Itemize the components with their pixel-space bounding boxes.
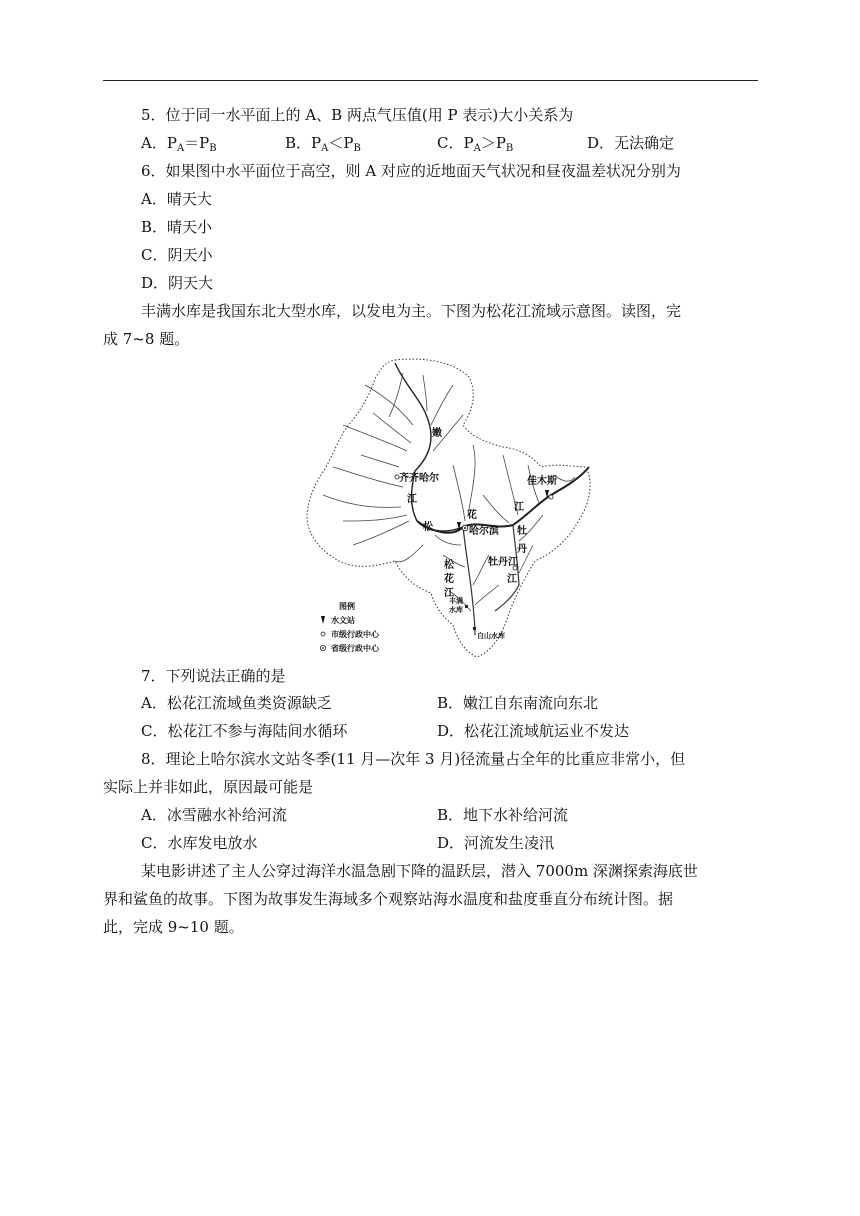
nen-river — [395, 363, 463, 531]
q7-option-a[interactable]: A．松花江流域鱼类资源缺乏 — [141, 694, 332, 712]
q5-option-a[interactable]: A．$P_A=P_B$ — [141, 134, 217, 154]
q8-option-a[interactable]: A．冰雪融水补给河流 — [141, 806, 287, 824]
label-songhuajiang-v-1: 花 — [444, 574, 454, 585]
q5-option-b[interactable]: B．$P_A<P_B$ — [285, 134, 361, 154]
label-dan: 丹 — [517, 544, 527, 555]
q6-option-c[interactable]: C．阴天小 — [141, 246, 213, 264]
q7-stem: 7．下列说法正确的是 — [141, 667, 286, 685]
header-rule — [103, 80, 758, 81]
q7-options-row1 — [141, 692, 761, 714]
label-baishan: 白山水库 — [477, 632, 505, 640]
label-songhuajiang-v-0: 松 — [444, 560, 454, 571]
q7-option-c[interactable]: C．松花江不参与海陆间水循环 — [141, 722, 348, 740]
label-hua: 花 — [467, 510, 477, 521]
q7-option-d[interactable]: D．松花江流域航运业不发达 — [437, 722, 630, 740]
label-mudanjiang: 牡丹江 — [488, 557, 518, 568]
songhua-river-basin-map — [303, 355, 603, 660]
q5-option-d[interactable]: D．无法确定 — [587, 134, 675, 152]
q8-option-d[interactable]: D．河流发生凌汛 — [437, 834, 555, 852]
q6-option-d[interactable]: D．阴天大 — [141, 274, 214, 292]
q7-options-row2 — [141, 720, 761, 742]
q6-option-b[interactable]: B．晴天小 — [141, 218, 213, 236]
fengman-reservoir-marker — [465, 605, 468, 608]
map-legend — [320, 601, 380, 653]
label-jiamusi: 佳木斯 — [527, 476, 557, 487]
baishan-reservoir-marker — [473, 627, 476, 630]
legend-title: 图例 — [339, 602, 355, 611]
q8-options-row2 — [141, 832, 761, 854]
legend-item-hydro-station: 水文站 — [331, 616, 355, 625]
legend-city-icon — [321, 632, 325, 636]
intro-7-8-line1: 丰满水库是我国东北大型水库，以发电为主。下图为松花江流域示意图。读图，完 — [141, 302, 682, 320]
label-fengman-0: 丰满 — [449, 597, 463, 605]
intro-7-8-line2: 成 7~8 题。 — [103, 330, 190, 348]
label-jiang-3: 江 — [507, 574, 517, 585]
label-song: 松 — [423, 522, 433, 533]
q7-option-b[interactable]: B．嫩江自东南流向东北 — [437, 694, 599, 712]
label-qiqihar: 齐齐哈尔 — [399, 473, 439, 484]
q8-options-row1 — [141, 804, 761, 826]
label-songhuajiang-v-2: 江 — [444, 588, 454, 599]
q6-stem: 6．如果图中水平面位于高空，则 A 对应的近地面天气状况和昼夜温差状况分别为 — [141, 162, 681, 180]
jiamusi-marker — [549, 495, 553, 499]
intro-9-10-line3: 此，完成 9~10 题。 — [103, 918, 244, 936]
label-jiang-1: 江 — [407, 494, 417, 505]
intro-9-10-line2: 界和鲨鱼的故事。下图为故事发生海域多个观察站海水温度和盐度垂直分布统计图。据 — [103, 890, 674, 908]
q8-stem-line2: 实际上并非如此，原因最可能是 — [103, 778, 314, 796]
q5-options — [141, 132, 761, 154]
q8-option-b[interactable]: B．地下水补给河流 — [437, 806, 569, 824]
legend-item-city: 市级行政中心 — [331, 630, 379, 639]
label-fengman-1: 水库 — [449, 606, 463, 614]
intro-9-10-line1: 某电影讲述了主人公穿过海洋水温急剧下降的温跃层，潜入 7000m 深渊探索海底世 — [141, 862, 698, 880]
legend-hydro-station-icon — [321, 616, 325, 624]
q8-option-c[interactable]: C．水库发电放水 — [141, 834, 258, 852]
q5-stem: 5．位于同一水平面上的 A、B 两点气压值(用 P 表示)大小关系为 — [141, 106, 574, 124]
songhua-river — [417, 467, 589, 533]
label-nen: 嫩 — [432, 428, 442, 439]
q8-stem-line1: 8．理论上哈尔滨水文站冬季(11 月—次年 3 月)径流量占全年的比重应非常小，但 — [141, 750, 686, 768]
legend-item-province: 省级行政中心 — [331, 644, 379, 653]
q6-option-a[interactable]: A．晴天大 — [141, 190, 212, 208]
label-harbin: 哈尔滨 — [469, 526, 499, 537]
upper-songhua-river — [463, 527, 475, 635]
q5-option-c[interactable]: C．$P_A>P_B$ — [437, 134, 514, 154]
label-jiang-2: 江 — [514, 502, 524, 513]
label-mu: 牡 — [517, 526, 527, 537]
